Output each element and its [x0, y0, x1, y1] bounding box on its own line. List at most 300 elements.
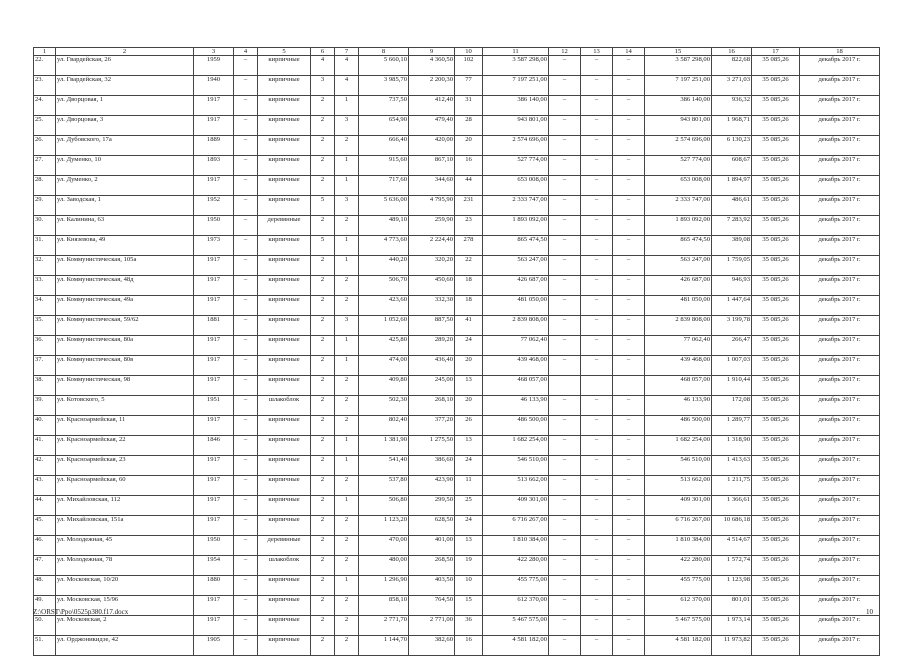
cell-residents: 18 [455, 296, 483, 316]
cell-area-living: 2 224,40 [409, 236, 455, 256]
cell-entrances: 1 [335, 496, 359, 516]
cell-residents: 13 [455, 436, 483, 456]
cell-col13: – [581, 396, 613, 416]
cell-material: кирпичные [258, 316, 311, 336]
table-row [34, 56, 880, 76]
cell-num: 40. [34, 416, 56, 436]
cell-deadline: декабрь 2017 г. [800, 376, 880, 396]
cell-cost-limit: 35 085,26 [752, 536, 800, 556]
cell-area-living: 887,50 [409, 316, 455, 336]
cell-cost-total: 481 050,00 [483, 296, 549, 316]
cell-area-total: 506,70 [359, 276, 409, 296]
cell-area-living: 436,40 [409, 356, 455, 376]
cell-cost-limit: 35 085,26 [752, 256, 800, 276]
cell-num: 22. [34, 56, 56, 76]
cell-material: кирпичные [258, 576, 311, 596]
cell-entrances: 1 [335, 176, 359, 196]
cell-address: ул. Красноармейская, 22 [56, 436, 194, 456]
cell-entrances: 1 [335, 436, 359, 456]
cell-num: 29. [34, 196, 56, 216]
table-row [34, 296, 880, 316]
cell-col13: – [581, 476, 613, 496]
cell-cost-limit: 35 085,26 [752, 596, 800, 616]
cell-deadline: декабрь 2017 г. [800, 56, 880, 76]
cell-cost-col15: 7 197 251,00 [645, 76, 712, 96]
cell-deadline: декабрь 2017 г. [800, 556, 880, 576]
cell-cost-total: 486 500,00 [483, 416, 549, 436]
cell-num: 30. [34, 216, 56, 236]
cell-residents: 13 [455, 536, 483, 556]
cell-cost-limit: 35 085,26 [752, 176, 800, 196]
cell-col13: – [581, 216, 613, 236]
table-row [34, 176, 880, 196]
cell-entrances: 2 [335, 636, 359, 656]
cell-cost-limit: 35 085,26 [752, 476, 800, 496]
cell-address: ул. Коммунистическая, 48д [56, 276, 194, 296]
cell-area-living: 332,30 [409, 296, 455, 316]
cell-num: 26. [34, 136, 56, 156]
cell-deadline: декабрь 2017 г. [800, 296, 880, 316]
cell-deadline: декабрь 2017 г. [800, 236, 880, 256]
cell-cost-per-sqm: 486,61 [712, 196, 752, 216]
cell-deadline: декабрь 2017 г. [800, 216, 880, 236]
cell-num: 48. [34, 576, 56, 596]
cell-address: ул. Коммунистическая, 98 [56, 376, 194, 396]
cell-residents: 77 [455, 76, 483, 96]
cell-cost-limit: 35 085,26 [752, 216, 800, 236]
cell-num: 41. [34, 436, 56, 456]
cell-cost-total: 546 510,00 [483, 456, 549, 476]
cell-cost-per-sqm: 1 289,77 [712, 416, 752, 436]
cell-cost-per-sqm: 1 007,03 [712, 356, 752, 376]
cell-area-living: 259,90 [409, 216, 455, 236]
cell-col14: – [613, 316, 645, 336]
table-row [34, 116, 880, 136]
cell-floors: 2 [311, 556, 335, 576]
cell-residents: 10 [455, 576, 483, 596]
cell-area-living: 2 771,00 [409, 616, 455, 636]
cell-address: ул. Калинина, 63 [56, 216, 194, 236]
cell-floors: 2 [311, 516, 335, 536]
cell-address: ул. Красноармейская, 60 [56, 476, 194, 496]
cell-cost-per-sqm: 946,93 [712, 276, 752, 296]
cell-cost-per-sqm: 1 366,61 [712, 496, 752, 516]
cell-col14: – [613, 116, 645, 136]
cell-address: ул. Московская, 15/96 [56, 596, 194, 616]
cell-entrances: 2 [335, 276, 359, 296]
cell-col4: – [234, 576, 258, 596]
cell-cost-col15: 77 062,40 [645, 336, 712, 356]
cell-floors: 2 [311, 356, 335, 376]
cell-entrances: 4 [335, 56, 359, 76]
table-row [34, 236, 880, 256]
cell-deadline: декабрь 2017 г. [800, 176, 880, 196]
cell-material: кирпичные [258, 456, 311, 476]
cell-col12: – [549, 216, 581, 236]
cell-address: ул. Михайловская, 151а [56, 516, 194, 536]
cell-area-total: 666,40 [359, 136, 409, 156]
cell-deadline: декабрь 2017 г. [800, 396, 880, 416]
cell-col4: – [234, 96, 258, 116]
cell-cost-per-sqm: 1 318,90 [712, 436, 752, 456]
cell-cost-col15: 422 280,00 [645, 556, 712, 576]
cell-col4: – [234, 456, 258, 476]
cell-cost-limit: 35 085,26 [752, 316, 800, 336]
cell-year: 1950 [194, 216, 234, 236]
cell-cost-total: 422 280,00 [483, 556, 549, 576]
cell-cost-total: 3 587 298,00 [483, 56, 549, 76]
cell-address: ул. Красноармейская, 23 [56, 456, 194, 476]
cell-year: 1917 [194, 456, 234, 476]
cell-num: 25. [34, 116, 56, 136]
cell-cost-col15: 1 682 254,00 [645, 436, 712, 456]
cell-deadline: декабрь 2017 г. [800, 96, 880, 116]
cell-cost-col15: 612 370,00 [645, 596, 712, 616]
cell-address: ул. Дворцовая, 1 [56, 96, 194, 116]
cell-address: ул. Московская, 2 [56, 616, 194, 636]
cell-cost-total: 2 333 747,00 [483, 196, 549, 216]
cell-num: 49. [34, 596, 56, 616]
cell-area-living: 382,60 [409, 636, 455, 656]
cell-col4: – [234, 316, 258, 336]
cell-year: 1893 [194, 156, 234, 176]
cell-col14: – [613, 356, 645, 376]
cell-col4: – [234, 556, 258, 576]
cell-col12: – [549, 136, 581, 156]
cell-col14: – [613, 436, 645, 456]
cell-col13: – [581, 516, 613, 536]
cell-area-living: 764,50 [409, 596, 455, 616]
footer-file-path: Z:\ORST\Ppo\0525p380.f17.docx [33, 608, 129, 616]
cell-entrances: 2 [335, 296, 359, 316]
cell-cost-limit: 35 085,26 [752, 616, 800, 636]
cell-floors: 3 [311, 76, 335, 96]
cell-address: ул. Красноармейская, 11 [56, 416, 194, 436]
cell-floors: 5 [311, 236, 335, 256]
cell-address: ул. Думенко, 2 [56, 176, 194, 196]
cell-floors: 2 [311, 276, 335, 296]
cell-col12: – [549, 96, 581, 116]
cell-col12: – [549, 356, 581, 376]
cell-cost-total: 468 057,00 [483, 376, 549, 396]
cell-cost-col15: 6 716 267,00 [645, 516, 712, 536]
cell-address: ул. Орджоникидзе, 42 [56, 636, 194, 656]
cell-col14: – [613, 296, 645, 316]
cell-num: 47. [34, 556, 56, 576]
cell-cost-limit: 35 085,26 [752, 376, 800, 396]
cell-area-total: 440,20 [359, 256, 409, 276]
cell-col13: – [581, 636, 613, 656]
table-row [34, 376, 880, 396]
cell-cost-per-sqm: 4 514,67 [712, 536, 752, 556]
cell-col14: – [613, 236, 645, 256]
cell-material: кирпичные [258, 476, 311, 496]
cell-area-total: 802,40 [359, 416, 409, 436]
cell-residents: 20 [455, 396, 483, 416]
cell-cost-total: 46 133,90 [483, 396, 549, 416]
cell-material: кирпичные [258, 56, 311, 76]
cell-col13: – [581, 296, 613, 316]
cell-col4: – [234, 496, 258, 516]
cell-cost-per-sqm: 1 910,44 [712, 376, 752, 396]
cell-col12: – [549, 476, 581, 496]
cell-area-living: 299,50 [409, 496, 455, 516]
cell-entrances: 3 [335, 196, 359, 216]
table-row [34, 476, 880, 496]
cell-col12: – [549, 296, 581, 316]
cell-year: 1917 [194, 516, 234, 536]
cell-area-living: 4 360,50 [409, 56, 455, 76]
cell-deadline: декабрь 2017 г. [800, 356, 880, 376]
cell-area-total: 737,50 [359, 96, 409, 116]
cell-year: 1951 [194, 396, 234, 416]
cell-area-living: 420,00 [409, 136, 455, 156]
cell-floors: 2 [311, 436, 335, 456]
cell-floors: 2 [311, 296, 335, 316]
cell-floors: 2 [311, 476, 335, 496]
table-row [34, 436, 880, 456]
cell-residents: 20 [455, 136, 483, 156]
cell-num: 34. [34, 296, 56, 316]
cell-deadline: декабрь 2017 г. [800, 516, 880, 536]
cell-address: ул. Коммунистическая, 80а [56, 336, 194, 356]
cell-cost-limit: 35 085,26 [752, 136, 800, 156]
cell-col14: – [613, 256, 645, 276]
cell-material: деревянные [258, 216, 311, 236]
cell-floors: 2 [311, 616, 335, 636]
header-cell-col4: 4 [234, 48, 258, 56]
cell-num: 50. [34, 616, 56, 636]
cell-material: кирпичные [258, 156, 311, 176]
cell-col13: – [581, 356, 613, 376]
cell-cost-col15: 865 474,50 [645, 236, 712, 256]
cell-col13: – [581, 256, 613, 276]
cell-deadline: декабрь 2017 г. [800, 336, 880, 356]
cell-cost-col15: 1 893 092,00 [645, 216, 712, 236]
cell-material: кирпичные [258, 416, 311, 436]
table-row [34, 156, 880, 176]
cell-deadline: декабрь 2017 г. [800, 576, 880, 596]
cell-residents: 278 [455, 236, 483, 256]
cell-year: 1917 [194, 496, 234, 516]
cell-residents: 25 [455, 496, 483, 516]
cell-area-living: 289,20 [409, 336, 455, 356]
header-cell-material: 5 [258, 48, 311, 56]
cell-cost-col15: 513 662,00 [645, 476, 712, 496]
cell-entrances: 2 [335, 376, 359, 396]
cell-col4: – [234, 516, 258, 536]
cell-cost-col15: 46 133,90 [645, 396, 712, 416]
cell-area-total: 480,00 [359, 556, 409, 576]
cell-residents: 22 [455, 256, 483, 276]
cell-material: шлакоблок [258, 556, 311, 576]
cell-col13: – [581, 596, 613, 616]
cell-cost-col15: 563 247,00 [645, 256, 712, 276]
cell-address: ул. Котовского, 5 [56, 396, 194, 416]
cell-col12: – [549, 596, 581, 616]
cell-col4: – [234, 76, 258, 96]
cell-area-living: 268,50 [409, 556, 455, 576]
cell-col13: – [581, 276, 613, 296]
cell-cost-per-sqm: 1 759,05 [712, 256, 752, 276]
header-cell-entrances: 7 [335, 48, 359, 56]
table-row [34, 416, 880, 436]
cell-cost-per-sqm: 3 199,78 [712, 316, 752, 336]
cell-col13: – [581, 236, 613, 256]
cell-cost-per-sqm: 1 572,74 [712, 556, 752, 576]
cell-cost-limit: 35 085,26 [752, 236, 800, 256]
cell-col4: – [234, 396, 258, 416]
cell-area-total: 506,80 [359, 496, 409, 516]
cell-col14: – [613, 496, 645, 516]
cell-cost-per-sqm: 1 968,71 [712, 116, 752, 136]
cell-col13: – [581, 456, 613, 476]
cell-entrances: 3 [335, 116, 359, 136]
cell-entrances: 1 [335, 96, 359, 116]
cell-material: кирпичные [258, 196, 311, 216]
cell-cost-limit: 35 085,26 [752, 516, 800, 536]
cell-address: ул. Коммунистическая, 49а [56, 296, 194, 316]
cell-cost-total: 5 467 575,00 [483, 616, 549, 636]
cell-address: ул. Гвардейская, 32 [56, 76, 194, 96]
cell-area-living: 2 200,30 [409, 76, 455, 96]
header-cell-area-living: 9 [409, 48, 455, 56]
cell-area-total: 541,40 [359, 456, 409, 476]
cell-cost-limit: 35 085,26 [752, 636, 800, 656]
cell-area-total: 425,80 [359, 336, 409, 356]
cell-col12: – [549, 396, 581, 416]
cell-entrances: 1 [335, 156, 359, 176]
cell-num: 43. [34, 476, 56, 496]
cell-col13: – [581, 316, 613, 336]
cell-cost-per-sqm: 1 894,97 [712, 176, 752, 196]
cell-material: кирпичные [258, 176, 311, 196]
cell-cost-col15: 1 810 384,00 [645, 536, 712, 556]
cell-year: 1940 [194, 76, 234, 96]
cell-area-total: 537,80 [359, 476, 409, 496]
cell-year: 1954 [194, 556, 234, 576]
cell-address: ул. Михайловская, 112 [56, 496, 194, 516]
cell-num: 46. [34, 536, 56, 556]
cell-col4: – [234, 636, 258, 656]
cell-year: 1917 [194, 596, 234, 616]
table-row [34, 596, 880, 616]
cell-cost-limit: 35 085,26 [752, 456, 800, 476]
cell-entrances: 2 [335, 396, 359, 416]
cell-col4: – [234, 56, 258, 76]
cell-cost-total: 2 574 696,00 [483, 136, 549, 156]
cell-entrances: 2 [335, 556, 359, 576]
cell-year: 1917 [194, 96, 234, 116]
cell-material: кирпичные [258, 616, 311, 636]
table-row [34, 516, 880, 536]
cell-col14: – [613, 216, 645, 236]
cell-col13: – [581, 336, 613, 356]
table-row [34, 316, 880, 336]
cell-col4: – [234, 356, 258, 376]
cell-area-total: 1 144,70 [359, 636, 409, 656]
table-row [34, 256, 880, 276]
cell-material: кирпичные [258, 356, 311, 376]
cell-col4: – [234, 436, 258, 456]
cell-area-total: 5 660,10 [359, 56, 409, 76]
header-cell-year: 3 [194, 48, 234, 56]
register-table [33, 47, 880, 656]
cell-cost-total: 1 682 254,00 [483, 436, 549, 456]
cell-residents: 18 [455, 276, 483, 296]
cell-floors: 5 [311, 196, 335, 216]
cell-residents: 231 [455, 196, 483, 216]
cell-col12: – [549, 316, 581, 336]
cell-residents: 20 [455, 356, 483, 376]
cell-col14: – [613, 136, 645, 156]
cell-col13: – [581, 76, 613, 96]
cell-cost-total: 1 893 092,00 [483, 216, 549, 236]
cell-year: 1846 [194, 436, 234, 456]
cell-col4: – [234, 276, 258, 296]
cell-deadline: декабрь 2017 г. [800, 116, 880, 136]
cell-cost-col15: 2 839 808,00 [645, 316, 712, 336]
cell-col14: – [613, 336, 645, 356]
cell-floors: 2 [311, 596, 335, 616]
cell-num: 23. [34, 76, 56, 96]
header-cell-cost-col15: 15 [645, 48, 712, 56]
cell-col14: – [613, 636, 645, 656]
cell-col4: – [234, 596, 258, 616]
cell-cost-per-sqm: 936,32 [712, 96, 752, 116]
cell-col12: – [549, 536, 581, 556]
cell-material: кирпичные [258, 76, 311, 96]
cell-entrances: 1 [335, 256, 359, 276]
cell-entrances: 2 [335, 536, 359, 556]
cell-year: 1889 [194, 136, 234, 156]
cell-entrances: 1 [335, 236, 359, 256]
cell-year: 1917 [194, 256, 234, 276]
cell-area-total: 423,60 [359, 296, 409, 316]
cell-material: кирпичные [258, 116, 311, 136]
cell-num: 44. [34, 496, 56, 516]
cell-cost-total: 527 774,00 [483, 156, 549, 176]
table-row [34, 196, 880, 216]
cell-cost-col15: 2 333 747,00 [645, 196, 712, 216]
cell-material: кирпичные [258, 136, 311, 156]
header-cell-deadline: 18 [800, 48, 880, 56]
cell-residents: 36 [455, 616, 483, 636]
table-row [34, 136, 880, 156]
cell-deadline: декабрь 2017 г. [800, 536, 880, 556]
cell-entrances: 2 [335, 136, 359, 156]
cell-area-living: 4 795,90 [409, 196, 455, 216]
cell-address: ул. Заводская, 1 [56, 196, 194, 216]
cell-area-living: 344,60 [409, 176, 455, 196]
cell-cost-col15: 468 057,00 [645, 376, 712, 396]
cell-cost-per-sqm: 801,01 [712, 596, 752, 616]
cell-area-total: 5 636,00 [359, 196, 409, 216]
cell-col14: – [613, 96, 645, 116]
cell-col12: – [549, 276, 581, 296]
cell-year: 1952 [194, 196, 234, 216]
cell-year: 1973 [194, 236, 234, 256]
cell-floors: 2 [311, 576, 335, 596]
cell-cost-total: 653 008,00 [483, 176, 549, 196]
cell-year: 1917 [194, 276, 234, 296]
cell-num: 32. [34, 256, 56, 276]
cell-deadline: декабрь 2017 г. [800, 476, 880, 496]
cell-col14 [613, 376, 645, 396]
cell-area-total: 1 381,90 [359, 436, 409, 456]
cell-cost-per-sqm: 389,08 [712, 236, 752, 256]
cell-cost-limit: 35 085,26 [752, 396, 800, 416]
